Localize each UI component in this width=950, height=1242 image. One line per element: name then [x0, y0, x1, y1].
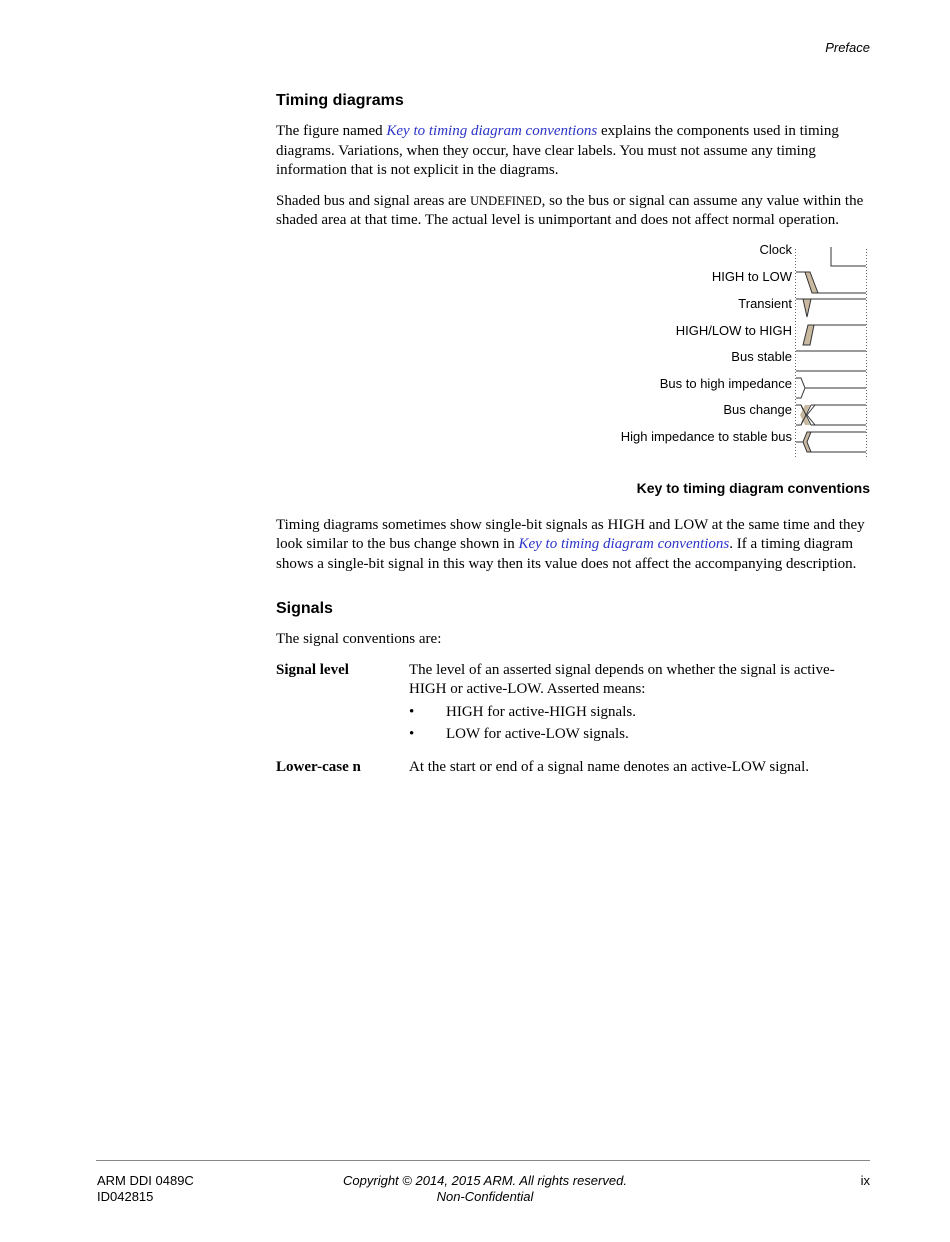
- timing-paragraph-3: Timing diagrams sometimes show single-bit signals as HIGH and LOW at the same time and they look similar to the bus change shown in Key to timing diagram conventions. If a timing diagram shows a single-bit signal in this way then its value does not affect the accompanying description.: [276, 516, 865, 572]
- waveform-high-low-to-high: [803, 325, 866, 345]
- signal-definitions: [276, 661, 870, 778]
- waveform-clock: [796, 247, 866, 266]
- definition-row: [276, 661, 870, 748]
- figure-label-high-to-low: HIGH to LOW: [711, 268, 792, 284]
- figure-label-bus-change: Bus change: [723, 401, 792, 417]
- figure-label-transient: Transient: [738, 295, 792, 311]
- footer-doc-rev: ID042815: [97, 1189, 154, 1204]
- footer-confidentiality: Non-Confidential: [436, 1189, 534, 1204]
- bullet-list: [409, 703, 870, 745]
- undefined-term: UNDEFINED: [470, 193, 542, 208]
- bullet-item: • LOW for active-LOW signals.: [409, 725, 870, 745]
- figure-label-bus-stable: Bus stable: [731, 348, 792, 364]
- running-header: Preface: [825, 40, 870, 55]
- footer-copyright: Copyright © 2014, 2015 ARM. All rights reserved.: [343, 1173, 627, 1188]
- timing-waveforms: [276, 247, 870, 472]
- definition-description: [409, 661, 870, 748]
- definition-row: [276, 758, 870, 778]
- figure-label-high-low-to-high: HIGH/LOW to HIGH: [675, 322, 792, 338]
- figure-label-bus-to-high-impedance: Bus to high impedance: [659, 375, 792, 391]
- waveform-bus-to-high-impedance: [796, 378, 866, 398]
- definition-term: Signal level: [276, 661, 349, 678]
- waveform-high-impedance-to-stable-bus: [796, 432, 866, 452]
- figure-label-high-impedance-to-stable-bus: High impedance to stable bus: [620, 428, 792, 444]
- waveform-transient: [796, 299, 866, 317]
- definition-description: At the start or end of a signal name denotes an active-LOW signal.: [409, 758, 810, 775]
- timing-paragraph-2: Shaded bus and signal areas are UNDEFINED, so the bus or signal can assume any value within the shaded area at that time. The actual level is unimportant and does not affect normal operation.: [276, 192, 864, 228]
- bullet-item: • HIGH for active-HIGH signals.: [409, 703, 870, 723]
- footer-page-number: ix: [860, 1173, 870, 1188]
- waveform-bus-change: [796, 405, 866, 425]
- definition-text: The level of an asserted signal depends on whether the signal is active-HIGH or active-LOW. Asserted means:: [409, 661, 835, 697]
- timing-key-figure: [276, 241, 870, 472]
- signals-intro: The signal conventions are:: [276, 631, 442, 647]
- timing-paragraph-1: The figure named Key to timing diagram conventions explains the components used in timing diagrams. Variations, when they occur, have clear labels. You must not assume any timing information that is not explicit in the diagrams.: [276, 123, 839, 178]
- footer-copyright-block: [340, 1173, 630, 1205]
- definition-term: Lower-case n: [276, 758, 361, 775]
- footer-divider: [96, 1160, 870, 1161]
- footer-doc-id: ARM DDI 0489C: [97, 1173, 194, 1188]
- waveform-bus-stable: [796, 351, 866, 371]
- section-title-signals: Signals: [276, 600, 333, 617]
- footer-doc-info: [97, 1173, 194, 1205]
- figure-label-clock: Clock: [759, 241, 792, 257]
- figure-link[interactable]: Key to timing diagram conventions: [386, 123, 598, 139]
- waveform-high-to-low: [796, 272, 866, 293]
- figure-caption: Key to timing diagram conventions: [636, 479, 870, 496]
- page-content: [276, 92, 870, 787]
- figure-link-2[interactable]: Key to timing diagram conventions: [518, 536, 730, 552]
- section-title-timing: Timing diagrams: [276, 92, 404, 109]
